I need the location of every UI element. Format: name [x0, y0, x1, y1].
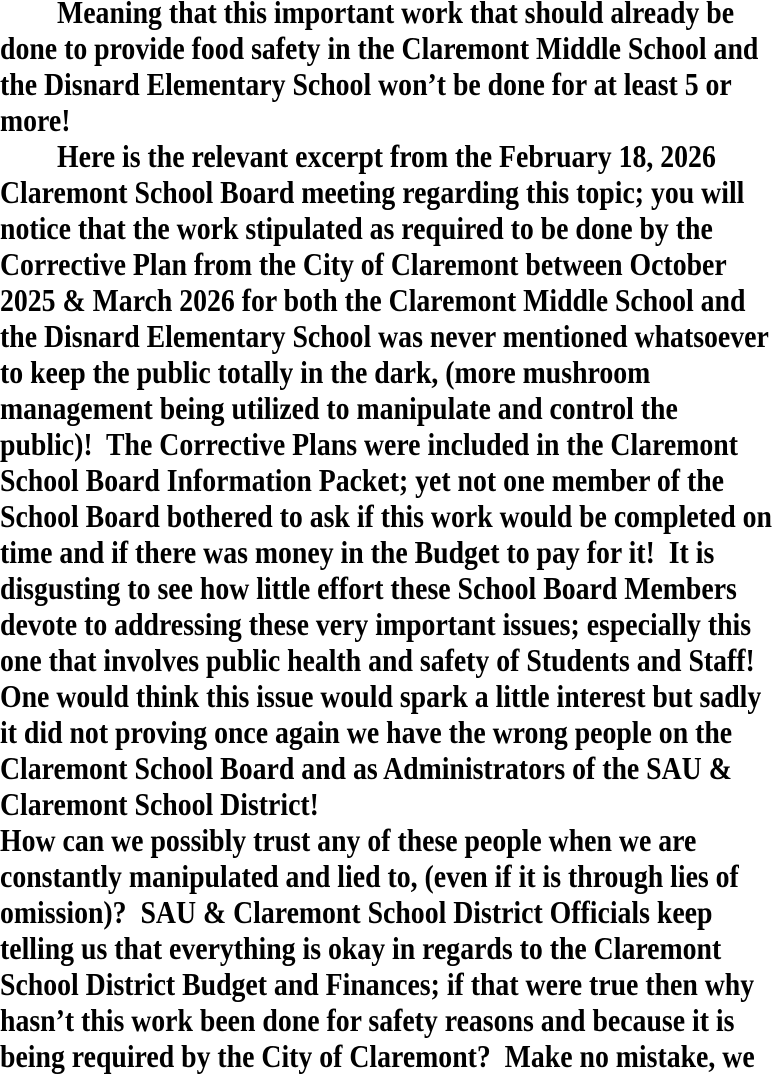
text-line	[0, 750, 772, 786]
text-line-content: hasn’t this work been done for safety reasons and because it is	[0, 1002, 735, 1038]
text-line-content: one that involves public health and safety of Students and Staff!	[0, 642, 755, 678]
text-line	[0, 894, 772, 930]
text-line-content: Here is the relevant excerpt from the February 18, 2026	[57, 138, 716, 174]
text-line	[0, 570, 772, 606]
text-line	[0, 210, 772, 246]
text-line	[0, 318, 772, 354]
text-line	[0, 606, 772, 642]
text-line-content: Claremont School Board meeting regarding this topic; you will	[0, 174, 745, 210]
text-line-content: being required by the City of Claremont? Make no mistake, we	[0, 1038, 755, 1074]
text-line-content: Claremont School District!	[0, 786, 319, 822]
text-line	[0, 678, 772, 714]
text-line-content: constantly manipulated and lied to, (even if it is through lies of	[0, 858, 739, 894]
text-line	[0, 354, 772, 390]
text-line	[0, 498, 772, 534]
text-line-content: Corrective Plan from the City of Claremont between October	[0, 246, 727, 282]
text-line-content: time and if there was money in the Budget to pay for it! It is	[0, 534, 715, 570]
text-line-content: One would think this issue would spark a little interest but sadly	[0, 678, 762, 714]
text-line-content: public)! The Corrective Plans were included in the Claremont	[0, 426, 738, 462]
text-line-content: devote to addressing these very important issues; especially this	[0, 606, 752, 642]
text-line	[0, 714, 772, 750]
text-line	[0, 1002, 772, 1038]
text-line	[0, 822, 772, 858]
text-line	[0, 462, 772, 498]
text-line-content: omission)? SAU & Claremont School District Officials keep	[0, 894, 713, 930]
text-line-content: to keep the public totally in the dark, (more mushroom	[0, 354, 651, 390]
text-line	[0, 282, 772, 318]
text-line-content: the Disnard Elementary School was never mentioned whatsoever	[0, 318, 769, 354]
text-line-content: notice that the work stipulated as required to be done by the	[0, 210, 713, 246]
text-line-content: management being utilized to manipulate and control the	[0, 390, 678, 426]
text-line	[0, 786, 772, 822]
text-line-content: How can we possibly trust any of these people when we are	[0, 822, 697, 858]
text-line-content: School Board bothered to ask if this work would be completed on	[0, 498, 772, 534]
text-line-content: it did not proving once again we have the wrong people on the	[0, 714, 733, 750]
text-line	[0, 390, 772, 426]
text-line-content: School District Budget and Finances; if that were true then why	[0, 966, 755, 1002]
text-line	[0, 1038, 772, 1074]
text-line	[0, 30, 772, 66]
text-line-content: disgusting to see how little effort these School Board Members	[0, 570, 737, 606]
text-line	[0, 66, 772, 102]
text-line	[0, 174, 772, 210]
text-line	[0, 642, 772, 678]
text-line-content: Claremont School Board and as Administrators of the SAU &	[0, 750, 732, 786]
text-line-content: Meaning that this important work that should already be	[57, 0, 735, 30]
text-line-content: telling us that everything is okay in regards to the Claremont	[0, 930, 722, 966]
text-line-content: School Board Information Packet; yet not one member of the	[0, 462, 724, 498]
text-line-content: more!	[0, 102, 71, 138]
text-line	[0, 138, 772, 174]
text-line	[0, 966, 772, 1002]
text-line-content: done to provide food safety in the Claremont Middle School and	[0, 30, 759, 66]
text-line	[0, 102, 772, 138]
text-line-content: 2025 & March 2026 for both the Claremont Middle School and	[0, 282, 746, 318]
text-line	[0, 858, 772, 894]
text-line	[0, 0, 772, 30]
text-line-content: the Disnard Elementary School won’t be done for at least 5 or	[0, 66, 732, 102]
text-line	[0, 246, 772, 282]
text-line	[0, 534, 772, 570]
text-line	[0, 930, 772, 966]
text-line	[0, 426, 772, 462]
